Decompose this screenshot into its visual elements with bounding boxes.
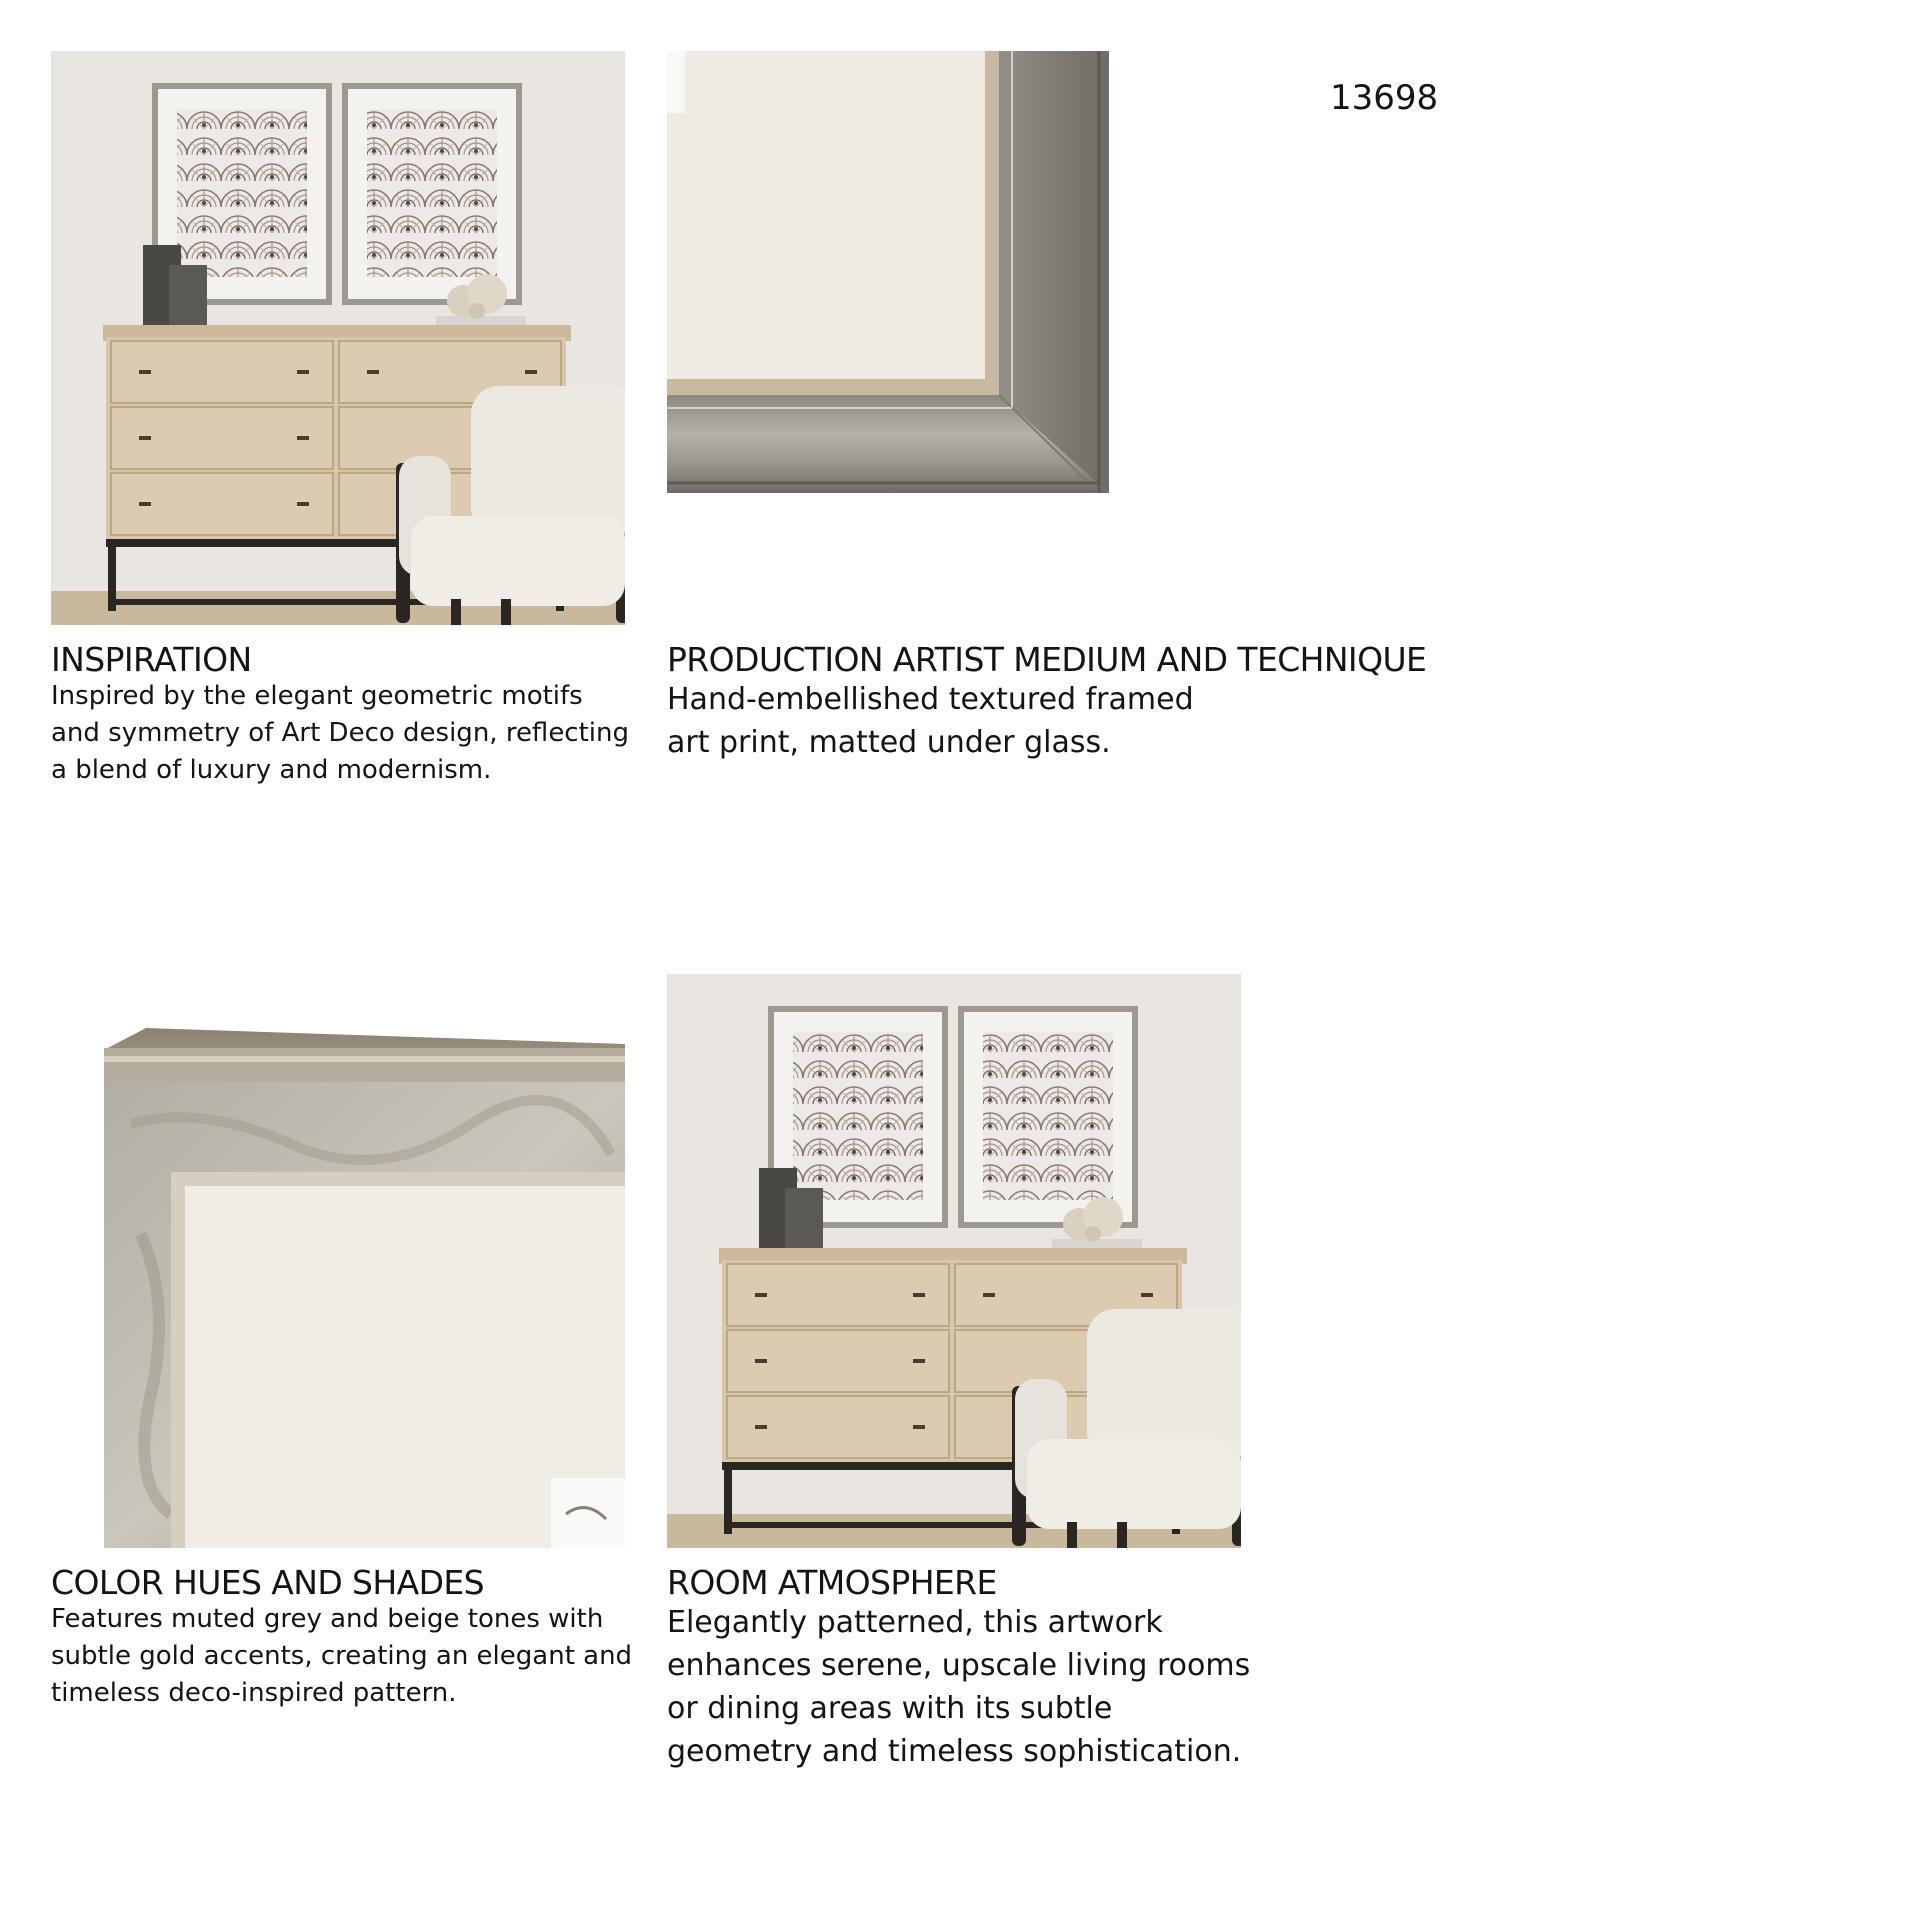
production-heading: PRODUCTION ARTIST MEDIUM AND TECHNIQUE [667, 640, 1427, 679]
inspiration-photo [51, 51, 625, 625]
color-photo [51, 974, 625, 1548]
atmosphere-heading: ROOM ATMOSPHERE [667, 1563, 997, 1602]
inspiration-heading: INSPIRATION [51, 640, 252, 679]
inspiration-text: Inspired by the elegant geometric motifs and symmetry of Art Deco design, reflecting a blend of luxury and modernism. [51, 681, 630, 785]
color-text: Features muted grey and beige tones with subtle gold accents, creating an elegant and timeless deco-inspired pattern. [51, 1604, 633, 1708]
product-number: 13698 [1330, 78, 1439, 118]
production-photo [667, 51, 1109, 493]
atmosphere-photo [667, 974, 1241, 1548]
atmosphere-text: Elegantly patterned, this artwork enhances serene, upscale living rooms or dining areas with its subtle geometry and timeless sophistication. [667, 1605, 1251, 1769]
color-heading: COLOR HUES AND SHADES [51, 1563, 484, 1602]
production-text: Hand-embellished textured framed art print, matted under glass. [667, 682, 1194, 760]
